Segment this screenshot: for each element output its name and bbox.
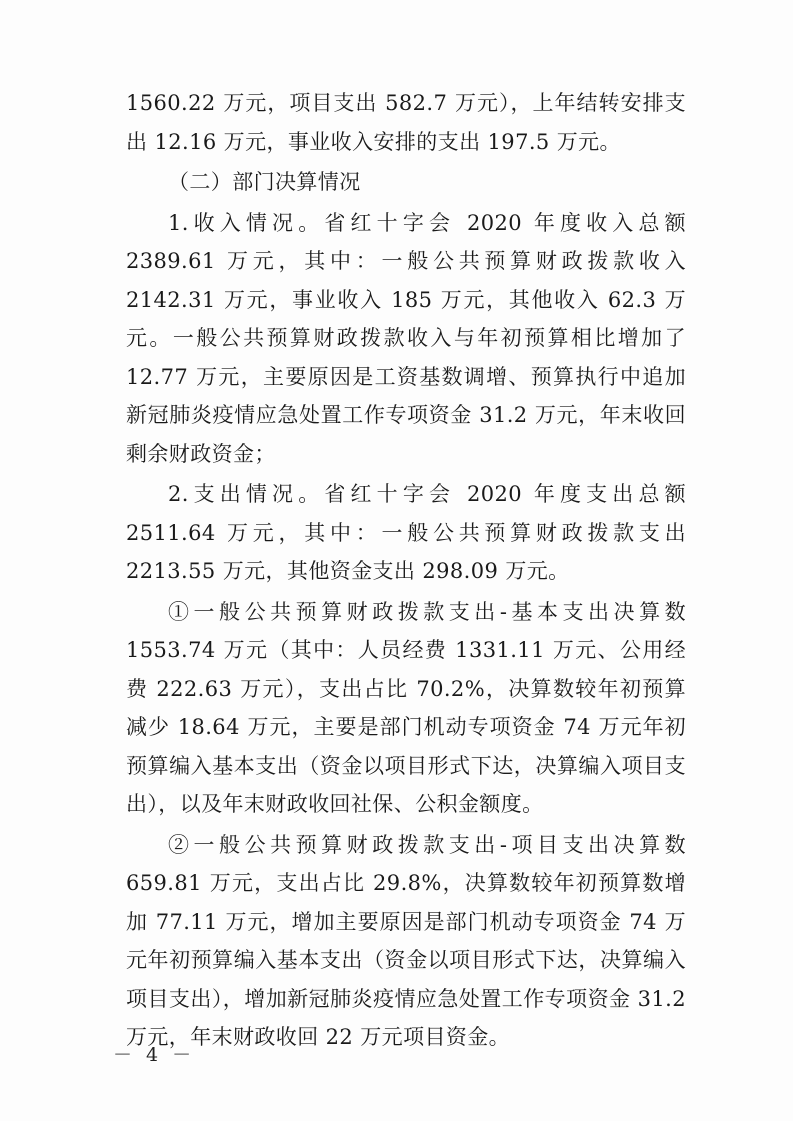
paragraph-budget-continuation: 1560.22 万元，项目支出 582.7 万元），上年结转安排支出 12.16 万元，事业收入安排的支出 197.5 万元。 bbox=[126, 91, 686, 154]
page-number: － 4 － bbox=[113, 1044, 196, 1066]
paragraph-expenditure: 2.支出情况。省红十字会 2020 年度支出总额 2511.64 万元，其中：一般公共预算财政拨款支出 2213.55 万元，其他资金支出 298.09 万元。 bbox=[126, 482, 686, 583]
paragraph-income: 1.收入情况。省红十字会 2020 年度收入总额 2389.61 万元，其中：一般公共预算财政拨款收入 2142.31 万元，事业收入 185 万元，其他收入 62.3 万元。一般公共预算财政拨款收入与年初预算相比增加了 12.77 万元，主要原因是工资基数调增、预算执行中追加新冠肺炎疫情应急处置工作专项资金 31.2 万元，年末收回剩余财政资金； bbox=[126, 210, 686, 466]
document-body bbox=[126, 84, 686, 1057]
paragraph-project-expenditure: ②一般公共预算财政拨款支出-项目支出决算数 659.81 万元，支出占比 29.8%，决算数较年初预算数增加 77.11 万元，增加主要原因是部门机动专项资金 74 万元年初预算编入基本支出（资金以项目形式下达，决算编入项目支出），增加新冠肺炎疫情应急处置工作专项资金 31.2 万元，年末财政收回 22 万元项目资金。 bbox=[126, 832, 686, 1049]
section-heading-final-accounts: （二）部门决算情况 bbox=[168, 170, 361, 194]
paragraph-basic-expenditure: ①一般公共预算财政拨款支出-基本支出决算数 1553.74 万元（其中：人员经费 1331.11 万元、公用经费 222.63 万元），支出占比 70.2%，决算数较年初预算减少 18.64 万元，主要是部门机动专项资金 74 万元年初预算编入基本支出（资金以项目形式下达，决算编入项目支出），以及年末财政收回社保、公积金额度。 bbox=[126, 599, 686, 816]
